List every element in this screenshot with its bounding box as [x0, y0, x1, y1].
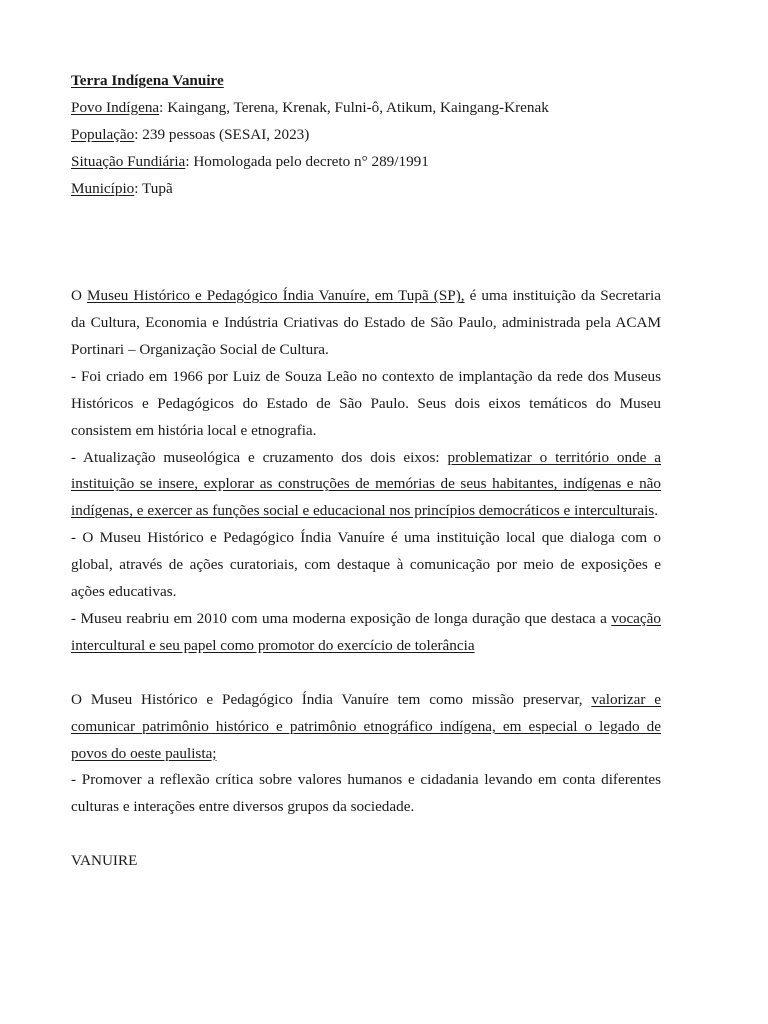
- paragraph-museum-intro: [71, 283, 661, 364]
- paragraph-mission: [71, 687, 661, 768]
- spacer: [71, 821, 661, 848]
- underlined-text: vocação intercultural e seu papel como promotor do exercício de tolerância: [71, 610, 661, 654]
- underlined-text: valorizar e comunicar patrimônio histórico e patrimônio etnográfico indígena, em especial o legado de povos do oeste paulista;: [71, 690, 661, 762]
- museum-link[interactable]: Museu Histórico e Pedagógico Índia Vanuíre, em Tupã (SP),: [87, 287, 465, 305]
- field-label: Situação Fundiária: [71, 152, 186, 170]
- spacer: [71, 660, 661, 687]
- field-label: Município: [71, 179, 135, 197]
- field-populacao: [71, 122, 661, 149]
- field-value: : Kaingang, Terena, Krenak, Fulni-ô, Atikum, Kaingang-Krenak: [159, 98, 549, 116]
- footer-word: VANUIRE: [71, 852, 138, 870]
- spacer: [71, 256, 661, 283]
- paragraph-reopening: [71, 606, 661, 660]
- field-label: População: [71, 125, 135, 143]
- paragraph-text: - Museu reabriu em 2010 com uma moderna exposição de longa duração que destaca a: [71, 610, 612, 628]
- paragraph-text: - Atualização museológica e cruzamento dos dois eixos:: [71, 448, 448, 466]
- header-title-line: [71, 68, 661, 95]
- spacer: [71, 202, 661, 256]
- document-title: Terra Indígena Vanuire: [71, 72, 224, 89]
- paragraph-text: O Museu Histórico e Pedagógico Índia Vanuíre tem como missão preservar,: [71, 690, 592, 708]
- field-label: Povo Indígena: [71, 98, 160, 116]
- paragraph-text: O: [71, 287, 88, 305]
- paragraph-reflection: - Promover a reflexão crítica sobre valores humanos e cidadania levando em conta diferentes culturas e interações entre diversos grupos da sociedade.: [71, 771, 661, 816]
- field-municipio: [71, 176, 661, 203]
- field-povo: [71, 95, 661, 122]
- document-body: [71, 68, 661, 875]
- field-value: : Homologada pelo decreto n° 289/1991: [185, 152, 429, 170]
- paragraph-text: .: [654, 502, 659, 520]
- field-value: : 239 pessoas (SESAI, 2023): [134, 125, 310, 143]
- paragraph-local-global: - O Museu Histórico e Pedagógico Índia Vanuíre é uma instituição local que dialoga com o global, através de ações curatoriais, com destaque à comunicação por meio de exposições e ações educativas.: [71, 529, 661, 601]
- paragraph-text: é uma instituição da Secretaria da Cultura, Economia e Indústria Criativas do Estado de São Paulo, administrada pela ACAM Portinari – Organização Social de Cultura.: [71, 287, 661, 358]
- field-value: : Tupã: [134, 179, 173, 197]
- paragraph-history: - Foi criado em 1966 por Luiz de Souza Leão no contexto de implantação da rede dos Museus Históricos e Pedagógicos do Estado de São Paulo. Seus dois eixos temáticos do Museu consistem em história local e etnografia.: [71, 367, 661, 439]
- paragraph-update: [71, 445, 661, 526]
- underlined-text: problematizar o território onde a instituição se insere, explorar as construções de memórias de seus habitantes, indígenas e não indígenas, e exercer as funções social e educacional nos princípios democráticos e interculturais: [71, 448, 661, 520]
- field-situacao: [71, 149, 661, 176]
